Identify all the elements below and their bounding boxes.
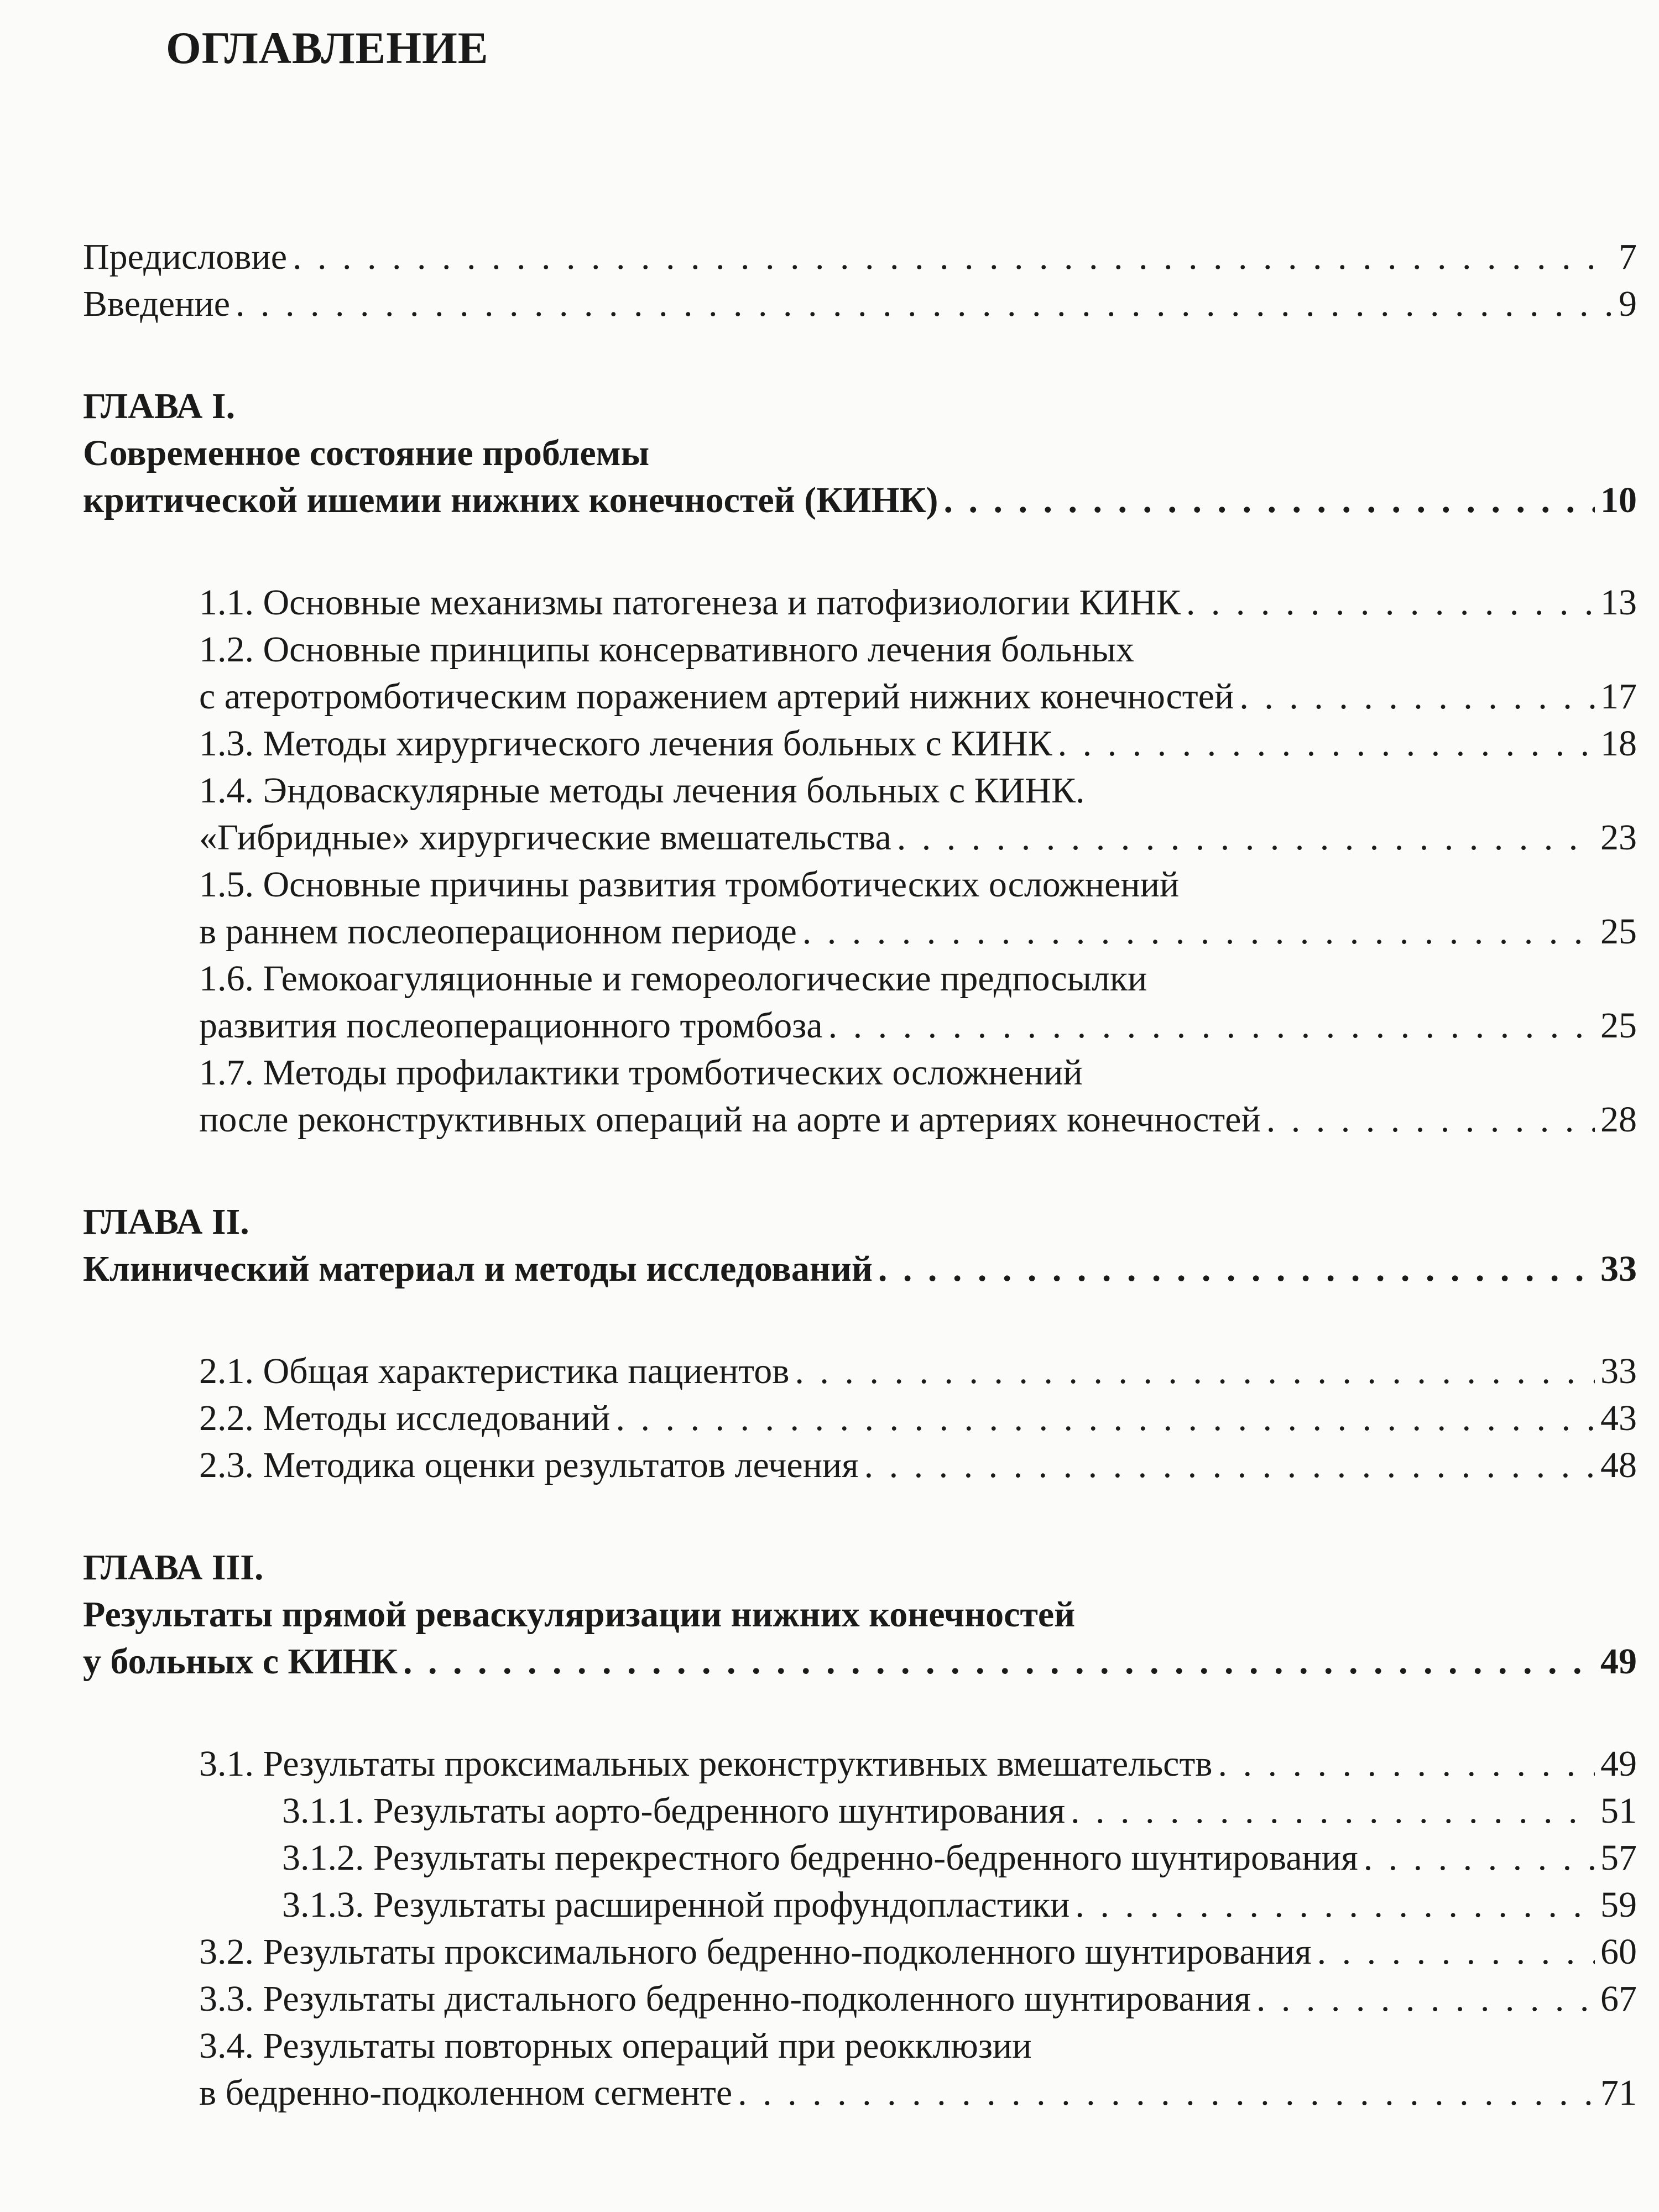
toc-entry-text: Введение	[83, 284, 231, 324]
toc-entry	[199, 1974, 1637, 2024]
toc-entry	[199, 1347, 1637, 1396]
toc-entry	[199, 578, 1637, 628]
toc-page-number: 67	[1600, 1979, 1637, 2019]
toc-entry-text: 2.1. Общая характеристика пациентов	[199, 1351, 790, 1391]
leader-dots	[738, 2068, 1595, 2118]
toc-entry	[199, 1927, 1637, 1977]
toc-entry-text: после реконструктивных операций на аорте и артериях конечностей	[199, 1099, 1261, 1140]
toc-entry	[199, 766, 1085, 816]
toc-entry-text: Современное состояние проблемы	[83, 433, 650, 473]
toc-entry	[199, 2021, 1032, 2071]
toc-entry	[83, 429, 649, 478]
leader-dots	[1186, 578, 1595, 628]
toc-entry	[199, 813, 1637, 863]
toc-page-number: 17	[1600, 676, 1637, 717]
toc-entry-text: в бедренно-подколенном сегменте	[199, 2073, 733, 2113]
leader-dots	[403, 1637, 1595, 1687]
toc-entry-text: у больных с КИНК	[83, 1641, 398, 1682]
toc-entry-text: 1.1. Основные механизмы патогенеза и патофизиологии КИНК	[199, 582, 1181, 623]
toc-entry-text: 1.5. Основные причины развития тромботических осложнений	[199, 864, 1180, 905]
toc-page-number: 23	[1600, 817, 1637, 858]
toc-entry-text: 3.1.3. Результаты расширенной профундопластики	[282, 1885, 1070, 1925]
leader-dots	[1266, 1095, 1595, 1145]
toc-entry	[83, 476, 1637, 525]
toc-entry-text: критической ишемии нижних конечностей (КИНК)	[83, 480, 938, 520]
leader-dots	[236, 279, 1613, 329]
toc-entry-text: 3.1. Результаты проксимальных реконструктивных вмешательств	[199, 1744, 1213, 1784]
toc-entry	[199, 1048, 1083, 1098]
toc-page-number: 60	[1600, 1932, 1637, 1972]
toc-page-number: 10	[1600, 480, 1637, 520]
toc-page-number: 13	[1600, 582, 1637, 623]
leader-dots	[1075, 1880, 1595, 1930]
leader-dots	[1218, 1739, 1595, 1789]
toc-entry	[199, 860, 1179, 910]
leader-dots	[1071, 1786, 1595, 1836]
leader-dots	[802, 907, 1595, 957]
toc-entry-text: ГЛАВА I.	[83, 386, 236, 426]
toc-entry	[199, 954, 1147, 1004]
toc-page-number: 51	[1600, 1791, 1637, 1831]
toc-page-number: 25	[1600, 911, 1637, 952]
toc-entry	[199, 1095, 1637, 1145]
toc-page-number: 7	[1619, 237, 1637, 277]
leader-dots	[1317, 1927, 1595, 1977]
toc-entry-text: развития послеоперационного тромбоза	[199, 1005, 823, 1046]
toc-page-number: 71	[1600, 2073, 1637, 2113]
toc-entry-text: 3.1.1. Результаты аорто-бедренного шунтирования	[282, 1791, 1066, 1831]
leader-dots	[616, 1394, 1595, 1443]
toc-entry-text: 3.2. Результаты проксимального бедренно-подколенного шунтирования	[199, 1932, 1312, 1972]
toc-entry	[83, 1244, 1637, 1294]
toc-page-number: 25	[1600, 1005, 1637, 1046]
toc-entry-text: 3.1.2. Результаты перекрестного бедренно-бедренного шунтирования	[282, 1838, 1358, 1878]
toc-entry-text: Клинический материал и методы исследований	[83, 1249, 873, 1289]
toc-entry	[83, 279, 1637, 329]
leader-dots	[1239, 672, 1595, 722]
toc-entry-text: 1.3. Методы хирургического лечения больных с КИНК	[199, 723, 1052, 764]
toc-page-number: 33	[1600, 1351, 1637, 1391]
toc-entry	[282, 1880, 1637, 1930]
toc-entry	[199, 2068, 1637, 2118]
toc-entry	[83, 1590, 1075, 1640]
toc-entry-text: 2.2. Методы исследований	[199, 1398, 611, 1438]
page-title: ОГЛАВЛЕНИЕ	[166, 23, 489, 73]
toc-entry-text: «Гибридные» хирургические вмешательства	[199, 817, 891, 858]
toc-page-number: 18	[1600, 723, 1637, 764]
toc-page-number: 48	[1600, 1445, 1637, 1485]
toc-page-number: 59	[1600, 1885, 1637, 1925]
leader-dots	[828, 1001, 1595, 1051]
toc-page-number: 49	[1600, 1744, 1637, 1784]
leader-dots	[864, 1441, 1595, 1490]
toc-entry	[83, 382, 235, 431]
toc-entry-text: 1.4. Эндоваскулярные методы лечения больных с КИНК.	[199, 770, 1085, 811]
toc-entry	[83, 1543, 263, 1593]
leader-dots	[878, 1244, 1595, 1294]
toc-entry-text: Предисловие	[83, 237, 287, 277]
toc-entry	[199, 1739, 1637, 1789]
leader-dots	[897, 813, 1595, 863]
toc-entry	[199, 1001, 1637, 1051]
toc-entry	[83, 1197, 249, 1247]
leader-dots	[293, 232, 1613, 282]
toc-entry	[282, 1786, 1637, 1836]
leader-dots	[1058, 719, 1595, 769]
toc-page-number: 9	[1619, 284, 1637, 324]
toc-entry-text: 1.2. Основные принципы консервативного лечения больных	[199, 629, 1135, 670]
toc-entry-text: ГЛАВА II.	[83, 1202, 249, 1242]
leader-dots	[1256, 1974, 1595, 2024]
toc-entry	[199, 907, 1637, 957]
toc-entry-text: с атеротромботическим поражением артерий нижних конечностей	[199, 676, 1234, 717]
toc-page-number: 28	[1600, 1099, 1637, 1140]
toc-entry-text: ГЛАВА III.	[83, 1547, 264, 1588]
leader-dots	[944, 476, 1595, 525]
toc-entry-text: 1.7. Методы профилактики тромботических осложнений	[199, 1052, 1083, 1093]
toc-entry-text: Результаты прямой реваскуляризации нижних конечностей	[83, 1594, 1076, 1635]
toc-entry-text: 2.3. Методика оценки результатов лечения	[199, 1445, 859, 1485]
toc-page-number: 57	[1600, 1838, 1637, 1878]
toc-entry	[83, 232, 1637, 282]
toc-entry-text: 1.6. Гемокоагуляционные и гемореологические предпосылки	[199, 958, 1147, 999]
toc-entry	[282, 1833, 1637, 1883]
toc-entry-text: 3.3. Результаты дистального бедренно-подколенного шунтирования	[199, 1979, 1251, 2019]
leader-dots	[1364, 1833, 1595, 1883]
toc-entry-text: в раннем послеоперационном периоде	[199, 911, 797, 952]
toc-entry	[199, 672, 1637, 722]
leader-dots	[795, 1347, 1595, 1396]
toc-entry	[199, 719, 1637, 769]
toc-entry	[83, 1637, 1637, 1687]
toc-page-number: 49	[1600, 1641, 1637, 1682]
toc-page-number: 33	[1600, 1249, 1637, 1289]
toc-entry	[199, 1394, 1637, 1443]
toc-entry	[199, 1441, 1637, 1490]
toc-entry-text: 3.4. Результаты повторных операций при реокклюзии	[199, 2026, 1032, 2066]
toc-page-number: 43	[1600, 1398, 1637, 1438]
toc-entry	[199, 625, 1134, 675]
